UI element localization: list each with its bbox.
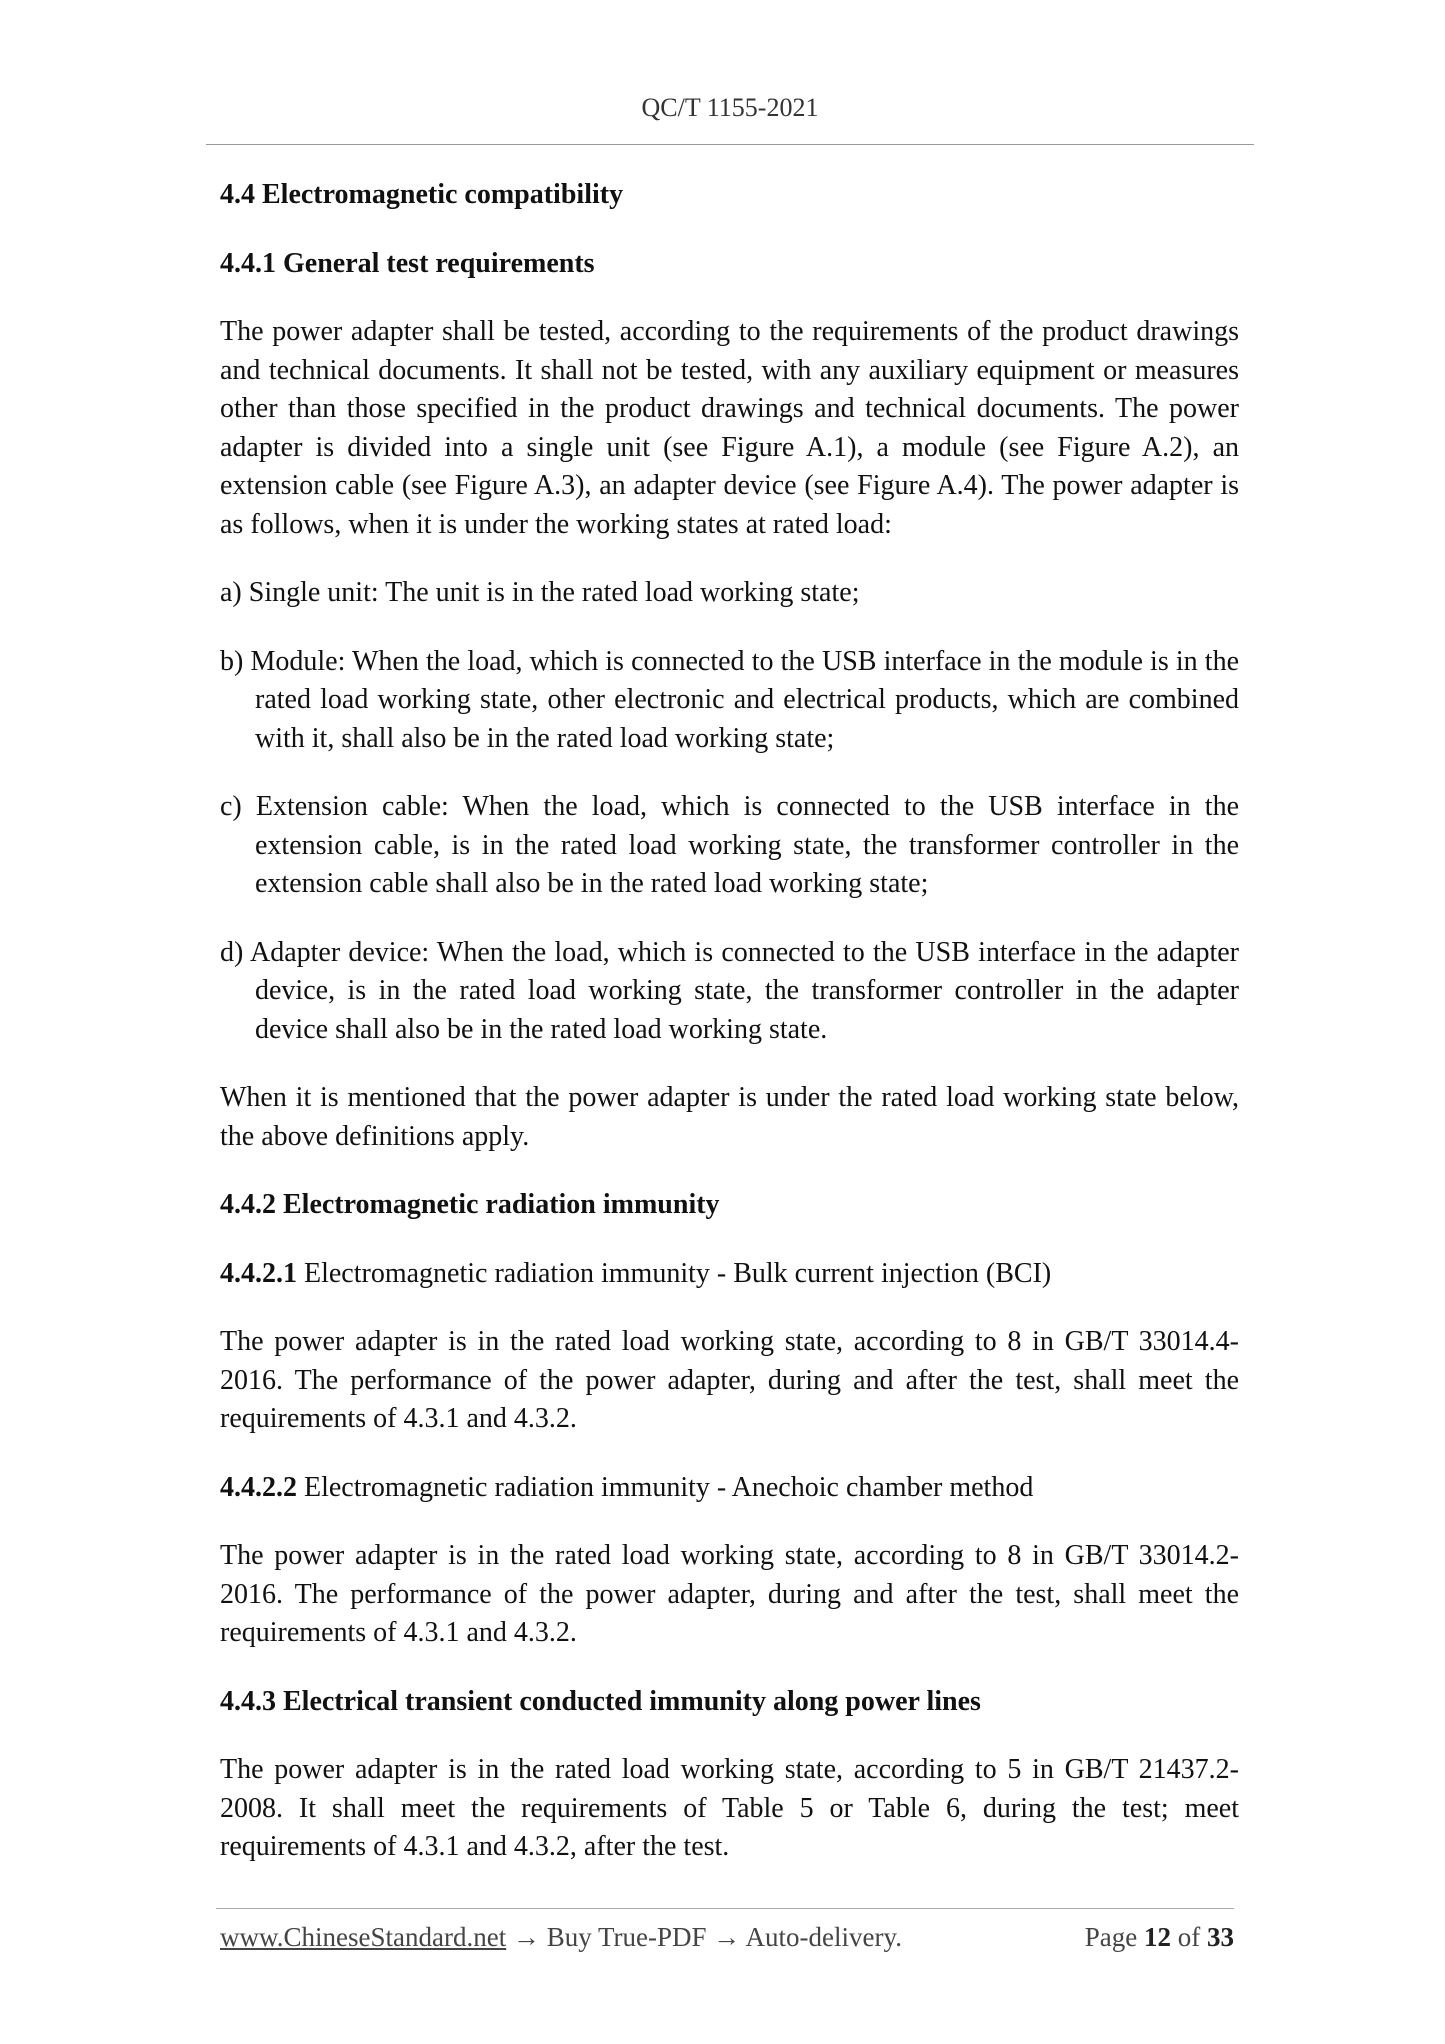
paragraph-definitions: When it is mentioned that the power adapter is under the rated load working state below, the above definitions apply. (220, 1082, 1239, 1152)
paragraph-anechoic: The power adapter is in the rated load working state, according to 8 in GB/T 33014.2-2016. The performance of the power adapter, during and after the test, shall meet the requirements of 4.3.1 and 4.3.2. (220, 1540, 1239, 1648)
footer-tail-text: → Buy True-PDF → Auto-delivery. (506, 1922, 902, 1952)
website-link[interactable]: www.ChineseStandard.net (220, 1922, 507, 1952)
paragraph-general-requirements: The power adapter shall be tested, according to the requirements of the product drawings and technical documents. It shall not be tested, with any auxiliary equipment or measures other than those specified in the product drawings and technical documents. The power adapter is divided into a single unit (see Figure A.1), a module (see Figure A.2), an extension cable (see Figure A.3), an adapter device (see Figure A.4). The power adapter is as follows, when it is under the working states at rated load: (220, 316, 1239, 540)
footer-promo (220, 1922, 902, 1953)
list-item-b: b) Module: When the load, which is connected to the USB interface in the module is in the rated load working state, other electronic and electrical products, which are combined with it, shall also be in the rated load working state; (220, 645, 1239, 754)
header-divider (206, 144, 1254, 145)
section-heading-4-4-3: 4.4.3 Electrical transient conducted immunity along power lines (220, 1685, 981, 1717)
section-heading-4-4-1: 4.4.1 General test requirements (220, 247, 595, 279)
list-item-a: a) Single unit: The unit is in the rated load working state; (220, 577, 860, 608)
section-heading-4-4: 4.4 Electromagnetic compatibility (220, 179, 624, 210)
clause-title-4-4-2-2: Electromagnetic radiation immunity - Anechoic chamber method (297, 1471, 1034, 1503)
page-total: 33 (1207, 1922, 1234, 1952)
page-footer (220, 1922, 1234, 1953)
page-label: Page (1084, 1922, 1144, 1952)
paragraph-transient: The power adapter is in the rated load working state, according to 5 in GB/T 21437.2-2008. It shall meet the requirements of Table 5 or Table 6, during the test; meet requirements of 4.3.1 and 4.3.2, after the test. (220, 1754, 1239, 1862)
clause-title-4-4-2-1: Electromagnetic radiation immunity - Bulk current injection (BCI) (297, 1257, 1052, 1289)
paragraph-bci: The power adapter is in the rated load working state, according to 8 in GB/T 33014.4-2016. The performance of the power adapter, during and after the test, shall meet the requirements of 4.3.1 and 4.3.2. (220, 1326, 1239, 1434)
clause-number-4-4-2-2: 4.4.2.2 (220, 1471, 297, 1503)
footer-divider (216, 1908, 1234, 1909)
page-number: 12 (1144, 1922, 1171, 1952)
list-item-c: c) Extension cable: When the load, which is connected to the USB interface in the extension cable, is in the rated load working state, the transformer controller in the extension cable shall also be in the rated load working state; (220, 791, 1239, 899)
clause-number-4-4-2-1: 4.4.2.1 (220, 1257, 297, 1289)
section-heading-4-4-2: 4.4.2 Electromagnetic radiation immunity (220, 1189, 720, 1220)
of-label: of (1171, 1922, 1207, 1952)
section-heading-4-4-2-1 (220, 1255, 1239, 1294)
page-content (220, 176, 1239, 1897)
list-item-d: d) Adapter device: When the load, which is connected to the USB interface in the adapter device, is in the rated load working state, the transformer controller in the adapter device shall also be in the rated load working state. (220, 936, 1239, 1045)
document-header: QC/T 1155-2021 (641, 93, 819, 122)
page-indicator (1085, 1922, 1234, 1953)
section-heading-4-4-2-2 (220, 1469, 1239, 1508)
